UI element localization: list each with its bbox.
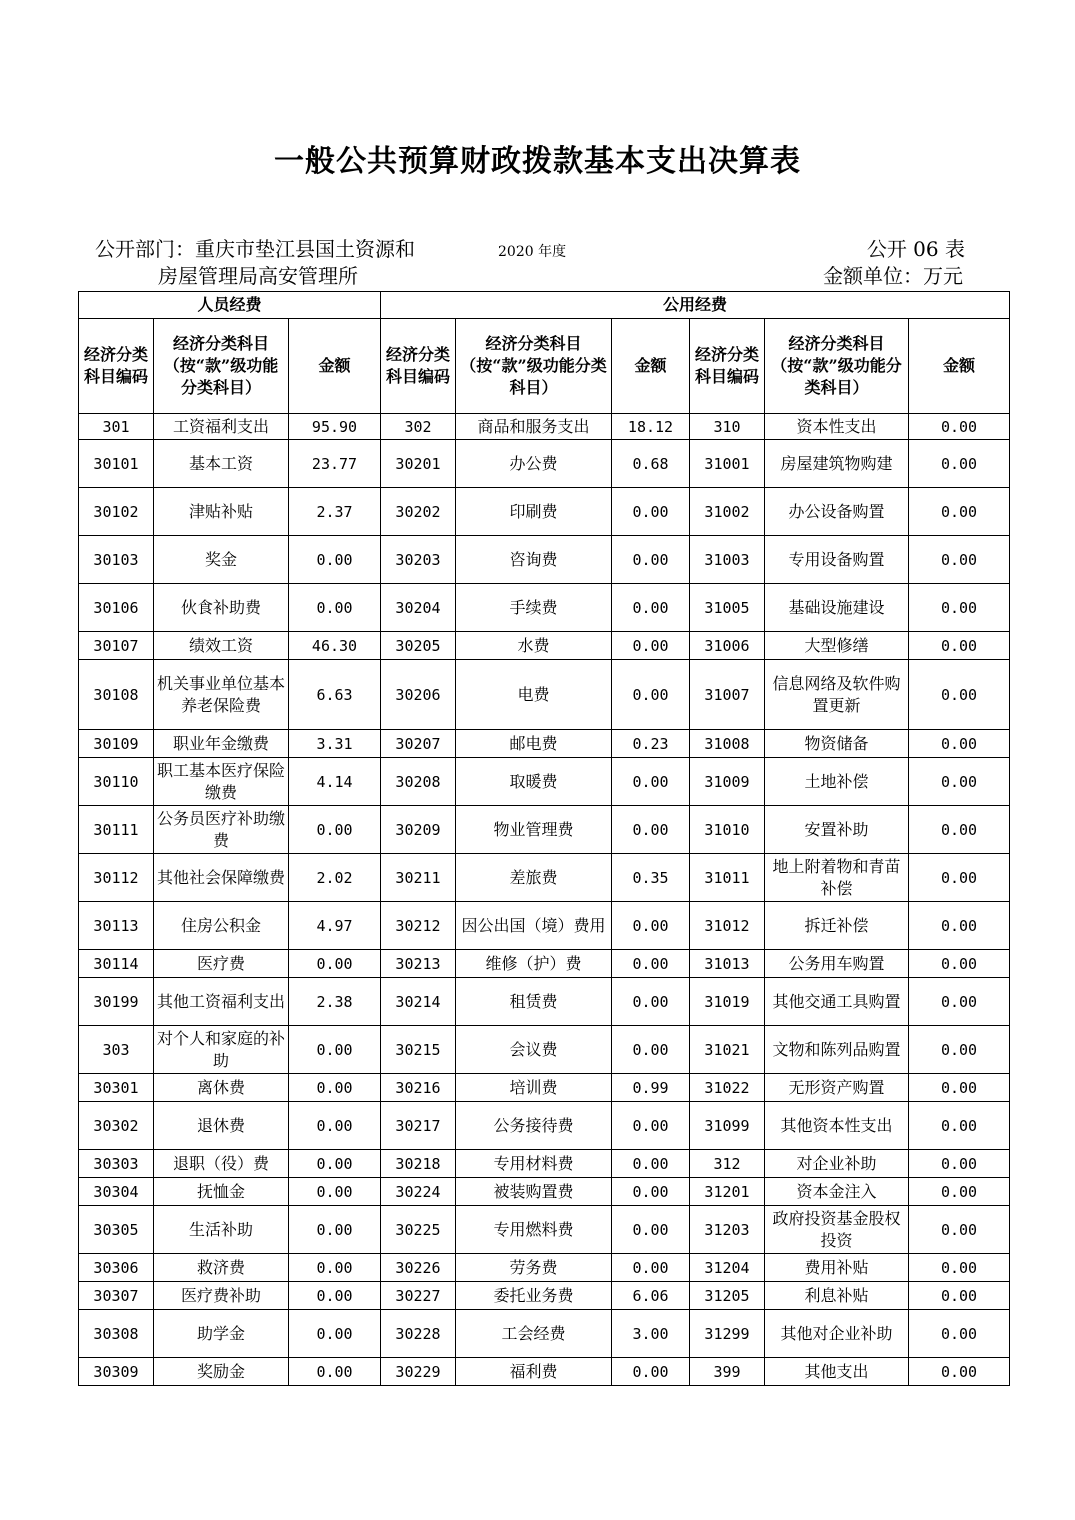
cell-name: 大型修缮 [765, 632, 909, 660]
cell-amount: 0.00 [612, 584, 690, 632]
cell-name: 利息补贴 [765, 1282, 909, 1310]
cell-code: 303 [79, 1026, 154, 1074]
expenditure-table [78, 291, 1010, 1386]
cell-code: 30309 [79, 1358, 154, 1386]
cell-name: 劳务费 [456, 1254, 612, 1282]
table-row [79, 978, 1010, 1026]
cell-amount: 3.31 [289, 730, 381, 758]
cell-amount: 0.00 [612, 950, 690, 978]
cell-code: 31299 [690, 1310, 765, 1358]
cell-amount: 0.99 [612, 1074, 690, 1102]
cell-name: 商品和服务支出 [456, 414, 612, 440]
cell-name: 资本性支出 [765, 414, 909, 440]
cell-amount: 0.00 [612, 1102, 690, 1150]
cell-amount: 0.00 [289, 1178, 381, 1206]
cell-name: 对个人和家庭的补助 [154, 1026, 289, 1074]
cell-name: 绩效工资 [154, 632, 289, 660]
page-title: 一般公共预算财政拨款基本支出决算表 [274, 144, 801, 179]
column-header-amount: 金额 [909, 319, 1010, 414]
cell-name: 电费 [456, 660, 612, 730]
cell-name: 差旅费 [456, 854, 612, 902]
column-header-amount: 金额 [612, 319, 690, 414]
cell-code: 30199 [79, 978, 154, 1026]
cell-amount: 0.00 [909, 1150, 1010, 1178]
column-header-name: 经济分类科目（按“款”级功能分类科目） [456, 319, 612, 414]
cell-code: 310 [690, 414, 765, 440]
cell-code: 30304 [79, 1178, 154, 1206]
cell-amount: 0.00 [909, 758, 1010, 806]
cell-amount: 0.00 [612, 536, 690, 584]
table-row [79, 1206, 1010, 1254]
cell-name: 手续费 [456, 584, 612, 632]
cell-code: 30204 [381, 584, 456, 632]
cell-code: 30201 [381, 440, 456, 488]
cell-code: 30226 [381, 1254, 456, 1282]
cell-name: 机关事业单位基本养老保险费 [154, 660, 289, 730]
cell-code: 31205 [690, 1282, 765, 1310]
cell-code: 30112 [79, 854, 154, 902]
cell-code: 30208 [381, 758, 456, 806]
cell-amount: 0.00 [909, 1026, 1010, 1074]
table-row [79, 1102, 1010, 1150]
cell-amount: 0.35 [612, 854, 690, 902]
cell-code: 30229 [381, 1358, 456, 1386]
cell-name: 津贴补贴 [154, 488, 289, 536]
cell-name: 资本金注入 [765, 1178, 909, 1206]
table-row [79, 806, 1010, 854]
cell-code: 30217 [381, 1102, 456, 1150]
cell-amount: 0.00 [612, 1254, 690, 1282]
cell-amount: 0.00 [909, 1178, 1010, 1206]
cell-amount: 46.30 [289, 632, 381, 660]
cell-amount: 0.00 [909, 730, 1010, 758]
cell-name: 邮电费 [456, 730, 612, 758]
cell-name: 办公设备购置 [765, 488, 909, 536]
cell-name: 其他支出 [765, 1358, 909, 1386]
cell-amount: 23.77 [289, 440, 381, 488]
table-row [79, 536, 1010, 584]
cell-name: 因公出国（境）费用 [456, 902, 612, 950]
table-row [79, 660, 1010, 730]
cell-amount: 0.00 [289, 1150, 381, 1178]
cell-code: 31006 [690, 632, 765, 660]
cell-name: 物资储备 [765, 730, 909, 758]
cell-code: 30106 [79, 584, 154, 632]
cell-amount: 4.97 [289, 902, 381, 950]
cell-name: 基本工资 [154, 440, 289, 488]
cell-amount: 0.00 [909, 1310, 1010, 1358]
cell-code: 30109 [79, 730, 154, 758]
cell-code: 312 [690, 1150, 765, 1178]
cell-name: 取暖费 [456, 758, 612, 806]
cell-code: 30114 [79, 950, 154, 978]
cell-code: 30111 [79, 806, 154, 854]
cell-code: 30211 [381, 854, 456, 902]
cell-name: 职工基本医疗保险缴费 [154, 758, 289, 806]
cell-code: 31011 [690, 854, 765, 902]
cell-name: 奖金 [154, 536, 289, 584]
cell-name: 咨询费 [456, 536, 612, 584]
cell-name: 公务用车购置 [765, 950, 909, 978]
table-row [79, 1310, 1010, 1358]
cell-code: 30303 [79, 1150, 154, 1178]
cell-amount: 0.00 [289, 1206, 381, 1254]
cell-amount: 0.00 [909, 854, 1010, 902]
cell-amount: 0.00 [289, 1026, 381, 1074]
table-row [79, 1026, 1010, 1074]
cell-amount: 0.00 [909, 440, 1010, 488]
cell-name: 拆迁补偿 [765, 902, 909, 950]
cell-name: 奖励金 [154, 1358, 289, 1386]
cell-name: 房屋建筑物购建 [765, 440, 909, 488]
cell-code: 30107 [79, 632, 154, 660]
cell-name: 医疗费补助 [154, 1282, 289, 1310]
cell-amount: 0.00 [909, 978, 1010, 1026]
cell-name: 办公费 [456, 440, 612, 488]
cell-name: 住房公积金 [154, 902, 289, 950]
cell-amount: 0.00 [909, 902, 1010, 950]
cell-amount: 0.00 [909, 1102, 1010, 1150]
cell-name: 租赁费 [456, 978, 612, 1026]
cell-code: 31201 [690, 1178, 765, 1206]
cell-name: 医疗费 [154, 950, 289, 978]
cell-code: 30108 [79, 660, 154, 730]
cell-code: 30113 [79, 902, 154, 950]
table-row [79, 1254, 1010, 1282]
cell-amount: 0.00 [909, 1206, 1010, 1254]
cell-name: 公务接待费 [456, 1102, 612, 1150]
cell-amount: 6.63 [289, 660, 381, 730]
cell-code: 31022 [690, 1074, 765, 1102]
cell-code: 31001 [690, 440, 765, 488]
table-row [79, 854, 1010, 902]
table-row [79, 1282, 1010, 1310]
cell-code: 30306 [79, 1254, 154, 1282]
cell-name: 退职（役）费 [154, 1150, 289, 1178]
cell-amount: 0.00 [289, 1074, 381, 1102]
cell-code: 30209 [381, 806, 456, 854]
cell-amount: 0.68 [612, 440, 690, 488]
cell-name: 其他工资福利支出 [154, 978, 289, 1026]
cell-amount: 0.00 [612, 632, 690, 660]
cell-code: 30101 [79, 440, 154, 488]
cell-name: 生活补助 [154, 1206, 289, 1254]
cell-code: 31008 [690, 730, 765, 758]
cell-code: 301 [79, 414, 154, 440]
cell-name: 被装购置费 [456, 1178, 612, 1206]
table-row [79, 414, 1010, 440]
cell-code: 31021 [690, 1026, 765, 1074]
table-row [79, 440, 1010, 488]
cell-code: 30308 [79, 1310, 154, 1358]
cell-amount: 0.00 [909, 950, 1010, 978]
cell-amount: 0.00 [612, 660, 690, 730]
cell-name: 土地补偿 [765, 758, 909, 806]
cell-name: 专用材料费 [456, 1150, 612, 1178]
cell-name: 物业管理费 [456, 806, 612, 854]
cell-name: 费用补贴 [765, 1254, 909, 1282]
table-row [79, 950, 1010, 978]
cell-name: 维修（护）费 [456, 950, 612, 978]
cell-amount: 0.00 [289, 1310, 381, 1358]
column-header-code: 经济分类科目编码 [79, 319, 154, 414]
table-row [79, 730, 1010, 758]
cell-code: 30216 [381, 1074, 456, 1102]
department-line-1: 公开部门：重庆市垫江县国土资源和 [95, 237, 415, 261]
cell-name: 对企业补助 [765, 1150, 909, 1178]
cell-name: 基础设施建设 [765, 584, 909, 632]
cell-name: 地上附着物和青苗补偿 [765, 854, 909, 902]
cell-name: 水费 [456, 632, 612, 660]
cell-name: 政府投资基金股权投资 [765, 1206, 909, 1254]
cell-name: 工会经费 [456, 1310, 612, 1358]
cell-code: 30305 [79, 1206, 154, 1254]
cell-name: 救济费 [154, 1254, 289, 1282]
cell-amount: 0.00 [612, 1150, 690, 1178]
cell-amount: 0.00 [909, 536, 1010, 584]
cell-code: 30228 [381, 1310, 456, 1358]
cell-amount: 0.00 [612, 978, 690, 1026]
cell-name: 离休费 [154, 1074, 289, 1102]
cell-name: 公务员医疗补助缴费 [154, 806, 289, 854]
cell-amount: 0.00 [289, 1254, 381, 1282]
cell-code: 30203 [381, 536, 456, 584]
cell-name: 信息网络及软件购置更新 [765, 660, 909, 730]
cell-name: 助学金 [154, 1310, 289, 1358]
cell-code: 30218 [381, 1150, 456, 1178]
column-header-amount: 金额 [289, 319, 381, 414]
table-row [79, 584, 1010, 632]
cell-code: 30103 [79, 536, 154, 584]
cell-code: 30110 [79, 758, 154, 806]
cell-code: 31013 [690, 950, 765, 978]
cell-code: 30206 [381, 660, 456, 730]
cell-name: 委托业务费 [456, 1282, 612, 1310]
cell-amount: 0.00 [909, 632, 1010, 660]
cell-code: 30301 [79, 1074, 154, 1102]
cell-code: 30202 [381, 488, 456, 536]
column-header-name: 经济分类科目（按“款”级功能分类科目） [765, 319, 909, 414]
cell-name: 印刷费 [456, 488, 612, 536]
cell-amount: 4.14 [289, 758, 381, 806]
cell-name: 其他交通工具购置 [765, 978, 909, 1026]
cell-amount: 0.00 [909, 1282, 1010, 1310]
cell-code: 31002 [690, 488, 765, 536]
cell-code: 31005 [690, 584, 765, 632]
cell-code: 30207 [381, 730, 456, 758]
cell-amount: 95.90 [289, 414, 381, 440]
cell-code: 31019 [690, 978, 765, 1026]
cell-amount: 0.00 [909, 1358, 1010, 1386]
cell-code: 30213 [381, 950, 456, 978]
cell-amount: 2.37 [289, 488, 381, 536]
table-row [79, 758, 1010, 806]
cell-code: 30227 [381, 1282, 456, 1310]
cell-code: 30205 [381, 632, 456, 660]
cell-amount: 0.00 [612, 1178, 690, 1206]
group-header-personnel: 人员经费 [79, 292, 381, 319]
department-line-2: 房屋管理局高安管理所 [158, 264, 358, 288]
group-header-public: 公用经费 [381, 292, 1010, 319]
cell-amount: 0.00 [612, 1026, 690, 1074]
cell-amount: 3.00 [612, 1310, 690, 1358]
cell-code: 31007 [690, 660, 765, 730]
cell-name: 专用设备购置 [765, 536, 909, 584]
cell-amount: 0.00 [612, 1358, 690, 1386]
column-header-code: 经济分类科目编码 [690, 319, 765, 414]
cell-amount: 0.00 [612, 806, 690, 854]
cell-code: 31204 [690, 1254, 765, 1282]
cell-amount: 0.00 [909, 488, 1010, 536]
table-row [79, 1358, 1010, 1386]
cell-code: 30212 [381, 902, 456, 950]
cell-name: 安置补助 [765, 806, 909, 854]
cell-name: 培训费 [456, 1074, 612, 1102]
cell-name: 职业年金缴费 [154, 730, 289, 758]
cell-code: 30302 [79, 1102, 154, 1150]
cell-name: 无形资产购置 [765, 1074, 909, 1102]
cell-name: 其他对企业补助 [765, 1310, 909, 1358]
cell-amount: 6.06 [612, 1282, 690, 1310]
cell-code: 30102 [79, 488, 154, 536]
cell-name: 文物和陈列品购置 [765, 1026, 909, 1074]
cell-code: 30215 [381, 1026, 456, 1074]
cell-name: 伙食补助费 [154, 584, 289, 632]
cell-code: 30225 [381, 1206, 456, 1254]
cell-amount: 0.00 [909, 584, 1010, 632]
cell-amount: 0.00 [289, 950, 381, 978]
cell-code: 31203 [690, 1206, 765, 1254]
cell-amount: 0.00 [289, 1282, 381, 1310]
cell-amount: 0.00 [612, 902, 690, 950]
cell-amount: 0.00 [289, 584, 381, 632]
cell-amount: 2.38 [289, 978, 381, 1026]
table-row [79, 1178, 1010, 1206]
cell-amount: 0.00 [909, 806, 1010, 854]
cell-code: 31099 [690, 1102, 765, 1150]
cell-code: 31003 [690, 536, 765, 584]
cell-amount: 18.12 [612, 414, 690, 440]
column-header-name: 经济分类科目（按“款”级功能分类科目） [154, 319, 289, 414]
table-row [79, 1150, 1010, 1178]
cell-code: 31009 [690, 758, 765, 806]
column-header-code: 经济分类科目编码 [381, 319, 456, 414]
table-number: 公开 06 表 [866, 237, 965, 261]
cell-code: 31010 [690, 806, 765, 854]
cell-amount: 0.00 [909, 660, 1010, 730]
cell-amount: 0.00 [612, 1206, 690, 1254]
cell-name: 工资福利支出 [154, 414, 289, 440]
cell-amount: 0.00 [289, 1102, 381, 1150]
table-row [79, 1074, 1010, 1102]
cell-amount: 0.23 [612, 730, 690, 758]
cell-code: 30224 [381, 1178, 456, 1206]
cell-amount: 0.00 [909, 1254, 1010, 1282]
fiscal-year: 2020 年度 [498, 244, 567, 260]
table-row [79, 632, 1010, 660]
amount-unit: 金额单位：万元 [823, 264, 963, 288]
cell-name: 会议费 [456, 1026, 612, 1074]
cell-name: 其他社会保障缴费 [154, 854, 289, 902]
cell-code: 302 [381, 414, 456, 440]
cell-code: 31012 [690, 902, 765, 950]
cell-amount: 0.00 [289, 536, 381, 584]
cell-name: 专用燃料费 [456, 1206, 612, 1254]
cell-code: 30307 [79, 1282, 154, 1310]
cell-code: 399 [690, 1358, 765, 1386]
table-row [79, 902, 1010, 950]
cell-name: 抚恤金 [154, 1178, 289, 1206]
cell-amount: 0.00 [289, 806, 381, 854]
cell-amount: 0.00 [909, 414, 1010, 440]
table-row [79, 488, 1010, 536]
cell-code: 30214 [381, 978, 456, 1026]
cell-name: 其他资本性支出 [765, 1102, 909, 1150]
cell-amount: 0.00 [612, 758, 690, 806]
cell-amount: 0.00 [612, 488, 690, 536]
cell-amount: 0.00 [909, 1074, 1010, 1102]
cell-amount: 2.02 [289, 854, 381, 902]
cell-name: 退休费 [154, 1102, 289, 1150]
cell-name: 福利费 [456, 1358, 612, 1386]
cell-amount: 0.00 [289, 1358, 381, 1386]
